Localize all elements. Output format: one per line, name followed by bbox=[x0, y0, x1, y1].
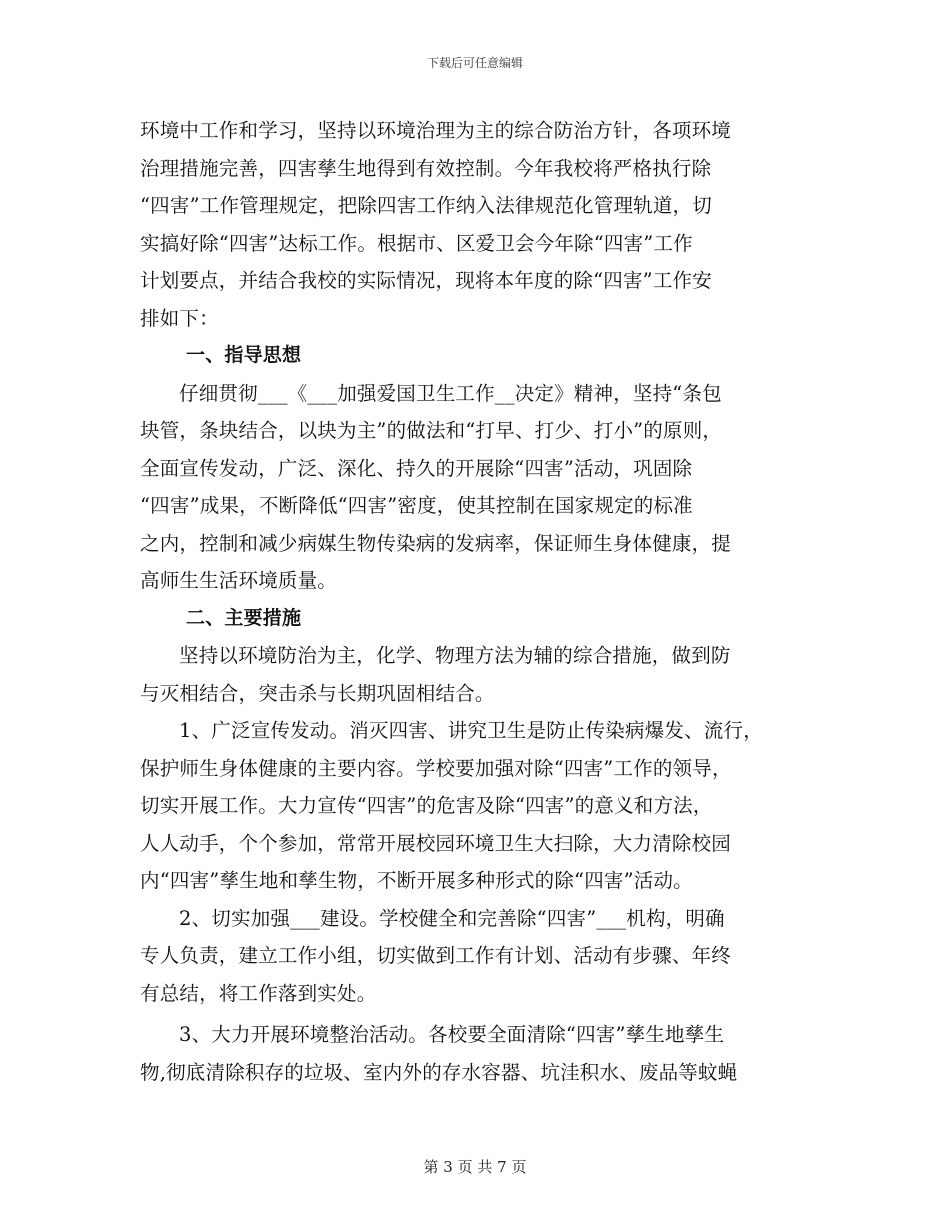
page-number: 第 3 页 共 7 页 bbox=[423, 1158, 527, 1176]
body-line: 1、广泛宣传发动。消灭四害、讲究卫生是防止传染病爆发、流行， bbox=[179, 719, 763, 742]
body-line: 仔细贯彻___《___加强爱国卫生工作__决定》精神，坚持“条包 bbox=[179, 381, 722, 405]
header-note: 下载后可任意编辑 bbox=[426, 56, 523, 70]
body-line: 切实开展工作。大力宣传“四害”的危害及除“四害”的意义和方法， bbox=[140, 794, 713, 817]
body-line: 实搞好除“四害”达标工作。根据市、区爱卫会今年除“四害”工作 bbox=[140, 231, 693, 255]
body-line: 排如下： bbox=[140, 306, 219, 330]
body-line: 与灭相结合，突击杀与长期巩固相结合。 bbox=[140, 681, 495, 705]
body-line: 治理措施完善，四害孳生地得到有效控制。今年我校将严格执行除 bbox=[140, 156, 712, 180]
body-line: 之内，控制和减少病媒生物传染病的发病率，保证师生身体健康，提 bbox=[140, 531, 732, 555]
body-line: 块管，条块结合，以块为主”的做法和“打早、打少、打小”的原则， bbox=[140, 419, 723, 442]
body-line: 3、大力开展环境整治活动。各校要全面清除“四害”孳生地孳生 bbox=[179, 1023, 725, 1046]
body-line: 有总结，将工作落到实处。 bbox=[140, 981, 377, 1005]
body-line: 环境中工作和学习，坚持以环境治理为主的综合防治方针，各项环境 bbox=[140, 119, 732, 142]
section-heading-guiding-ideology: 一、指导思想 bbox=[186, 344, 302, 366]
body-line: 内“四害”孳生地和孳生物，不断开展多种形式的除“四害”活动。 bbox=[140, 869, 693, 892]
body-line: 保护师生身体健康的主要内容。学校要加强对除“四害”工作的领导， bbox=[140, 756, 732, 780]
section-heading-main-measures: 二、主要措施 bbox=[186, 606, 302, 629]
body-line: 全面宣传发动，广泛、深化、持久的开展除“四害”活动，巩固除 bbox=[140, 456, 693, 480]
body-line: 人人动手，个个参加，常常开展校园环境卫生大扫除，大力清除校园 bbox=[140, 831, 732, 855]
body-line: 专人负责，建立工作小组，切实做到工作有计划、活动有步骤、年终 bbox=[140, 944, 732, 967]
body-line: 物,彻底清除积存的垃圾、室内外的存水容器、坑洼积水、废品等蚊蝇 bbox=[140, 1060, 738, 1084]
body-line: “四害”成果，不断降低“四害”密度，使其控制在国家规定的标准 bbox=[140, 494, 693, 517]
body-line: 高师生生活环境质量。 bbox=[140, 569, 338, 592]
body-line: 2、切实加强___建设。学校健全和完善除“四害”___机构，明确 bbox=[179, 906, 725, 930]
body-line: 计划要点，并结合我校的实际情况，现将本年度的除“四害”工作安 bbox=[140, 269, 712, 292]
body-line: “四害”工作管理规定，把除四害工作纳入法律规范化管理轨道，切 bbox=[140, 194, 712, 217]
body-line: 坚持以环境防治为主，化学、物理方法为辅的综合措施，做到防 bbox=[179, 644, 731, 667]
document-body bbox=[140, 112, 805, 1091]
